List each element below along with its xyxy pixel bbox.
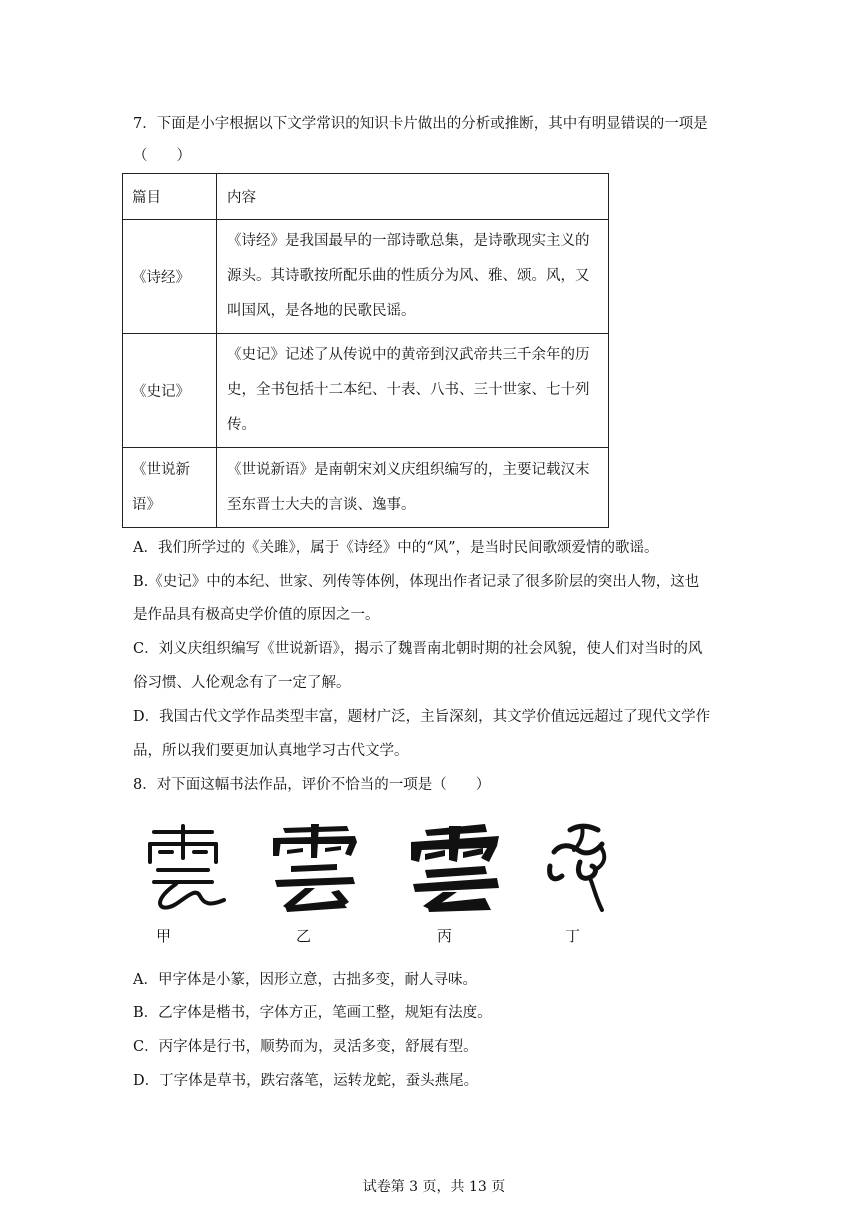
row-title-line: 《世说新 xyxy=(132,461,190,478)
calligraphy-label-ding: 丁 xyxy=(565,927,581,945)
table-row xyxy=(123,220,609,334)
q7-option-b-line1: B.《史记》中的本纪、世家、列传等体例，体现出作者记录了很多阶层的突出人物，这也 xyxy=(133,574,700,590)
row-content xyxy=(217,448,609,528)
row-title: 《史记》 xyxy=(123,334,217,448)
q8-option-c: C．丙字体是行书，顺势而为，灵活多变，舒展有型。 xyxy=(133,1039,478,1055)
row-content-line: 源头。其诗歌按所配乐曲的性质分为风、雅、颂。风，又 xyxy=(227,268,590,284)
row-content-line: 《世说新语》是南朝宋刘义庆组织编写的，主要记载汉末 xyxy=(227,461,590,478)
q8-option-a: A．甲字体是小篆，因形立意，古拙多变，耐人寻味。 xyxy=(133,972,477,988)
q7-answer-paren: （ ） xyxy=(133,148,191,164)
calligraphy-cursive-script-image xyxy=(540,822,640,912)
q8-option-b: B．乙字体是楷书，字体方正，笔画工整，规矩有法度。 xyxy=(133,1005,492,1021)
row-content-line: 传。 xyxy=(227,417,256,433)
q7-option-a: A．我们所学过的《关雎》，属于《诗经》中的“风”，是当时民间歌颂爱情的歌谣。 xyxy=(133,540,659,556)
q7-option-b-line2: 是作品具有极高史学价值的原因之一。 xyxy=(133,607,380,623)
row-content-line: 至东晋士大夫的言谈、逸事。 xyxy=(227,496,416,513)
table-header-row xyxy=(123,174,609,220)
table-row xyxy=(123,448,609,528)
knowledge-card-table xyxy=(122,173,609,528)
row-title-line: 语》 xyxy=(132,496,161,513)
row-title: 《诗经》 xyxy=(123,220,217,334)
q7-option-d-line1: D．我国古代文学作品类型丰富，题材广泛，主旨深刻，其文学价值远远超过了现代文学作 xyxy=(133,709,711,725)
row-title xyxy=(123,448,217,528)
calligraphy-regular-script-image xyxy=(265,822,365,912)
q7-option-d-line2: 品，所以我们要更加认真地学习古代文学。 xyxy=(133,743,409,759)
calligraphy-running-script-image xyxy=(405,822,505,912)
q7-option-c-line1: C．刘义庆组织编写《世说新语》，揭示了魏晋南北朝时期的社会风貌，使人们对当时的风 xyxy=(133,641,703,657)
row-content-line: 叫国风，是各地的民歌民谣。 xyxy=(227,303,416,319)
row-content-line: 《诗经》是我国最早的一部诗歌总集，是诗歌现实主义的 xyxy=(227,233,590,249)
q7-stem: 7．下面是小宇根据以下文学常识的知识卡片做出的分析或推断，其中有明显错误的一项是 xyxy=(133,116,708,132)
row-content-line: 史，全书包括十二本纪、十表、八书、三十世家、七十列 xyxy=(227,382,590,398)
q8-option-d: D．丁字体是草书，跌宕落笔，运转龙蛇，蚕头燕尾。 xyxy=(133,1073,479,1089)
calligraphy-label-jia: 甲 xyxy=(156,927,172,945)
row-content xyxy=(217,334,609,448)
table-row xyxy=(123,334,609,448)
calligraphy-seal-script-image xyxy=(140,822,240,912)
q7-option-c-line2: 俗习惯、人伦观念有了一定了解。 xyxy=(133,675,351,691)
row-content xyxy=(217,220,609,334)
calligraphy-label-yi: 乙 xyxy=(296,927,312,945)
q8-stem: 8．对下面这幅书法作品，评价不恰当的一项是（ ） xyxy=(133,777,491,793)
calligraphy-label-bing: 丙 xyxy=(437,927,453,945)
header-content: 内容 xyxy=(217,174,609,220)
header-title: 篇目 xyxy=(123,174,217,220)
page-footer: 试卷第 3 页，共 13 页 xyxy=(362,1179,506,1195)
row-content-line: 《史记》记述了从传说中的黄帝到汉武帝共三千余年的历 xyxy=(227,347,590,363)
